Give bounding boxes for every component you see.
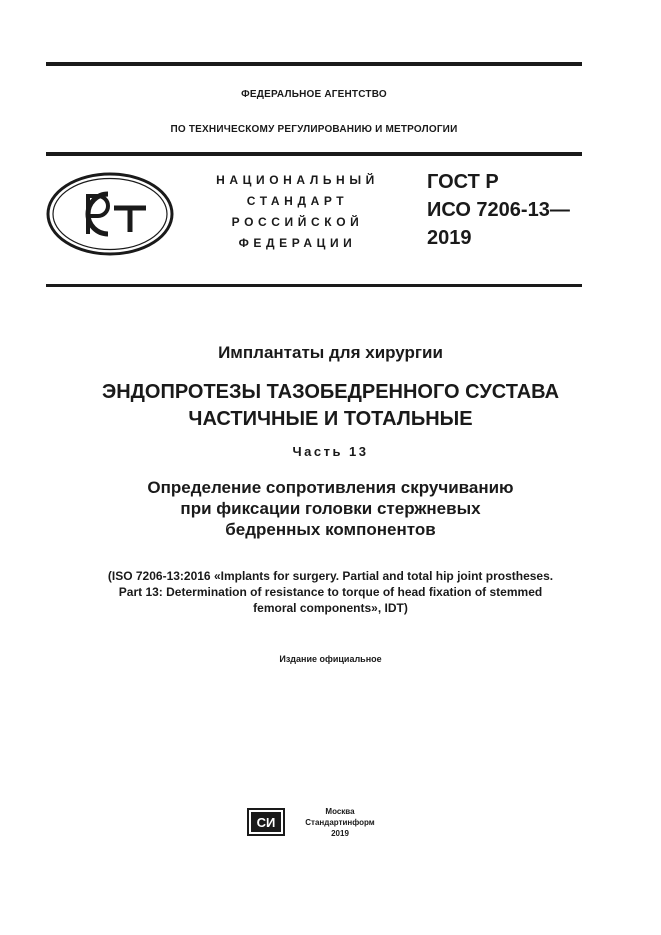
iso-reference xyxy=(40,568,621,616)
publisher-logo-icon xyxy=(247,808,285,836)
title-line: ЭНДОПРОТЕЗЫ ТАЗОБЕДРЕННОГО СУСТАВА xyxy=(101,381,560,403)
designation-line: ГОСТ Р xyxy=(427,171,499,193)
national-standard-label xyxy=(195,170,400,254)
part-title-line: Определение сопротивления скручиванию xyxy=(147,478,514,497)
emblem-rule xyxy=(46,284,582,287)
part-title-line: бедренных компонентов xyxy=(225,520,436,539)
national-standard-line: РОССИЙСКОЙ xyxy=(231,215,364,229)
agency-line-2: ПО ТЕХНИЧЕСКОМУ РЕГУЛИРОВАНИЮ И МЕТРОЛОГИИ xyxy=(170,124,458,135)
part-title xyxy=(40,477,621,540)
iso-reference-line: femoral components», IDT) xyxy=(253,601,408,615)
edition-label: Издание официальное xyxy=(279,654,382,664)
document-title xyxy=(40,379,621,433)
publisher-name: Стандартинформ xyxy=(305,818,375,827)
iso-reference-line: Part 13: Determination of resistance to torque of head fixation of stemmed xyxy=(118,585,543,599)
document-subtitle: Имплантаты для хирургии xyxy=(218,343,443,362)
agency-line-1: ФЕДЕРАЛЬНОЕ АГЕНТСТВО xyxy=(241,89,387,100)
designation-line: ИСО 7206-13— xyxy=(427,199,570,221)
iso-reference-line: (ISO 7206-13:2016 «Implants for surgery. Partial and total hip joint prostheses. xyxy=(107,569,554,583)
rst-emblem-icon xyxy=(46,172,174,256)
publisher-logo-letters: СИ xyxy=(256,815,276,830)
header-rule xyxy=(46,152,582,156)
publisher-year: 2019 xyxy=(331,829,349,838)
part-title-line: при фиксации головки стержневых xyxy=(180,499,481,518)
standard-designation xyxy=(427,168,570,252)
national-standard-line: ФЕДЕРАЦИИ xyxy=(238,236,357,250)
national-standard-line: СТАНДАРТ xyxy=(246,194,349,208)
publisher-info xyxy=(300,806,380,839)
designation-line: 2019 xyxy=(427,227,472,249)
top-rule xyxy=(46,62,582,66)
part-number: Часть 13 xyxy=(292,444,369,459)
title-line: ЧАСТИЧНЫЕ И ТОТАЛЬНЫЕ xyxy=(188,408,473,430)
national-standard-line: НАЦИОНАЛЬНЫЙ xyxy=(216,173,379,187)
publisher-city: Москва xyxy=(325,807,355,816)
